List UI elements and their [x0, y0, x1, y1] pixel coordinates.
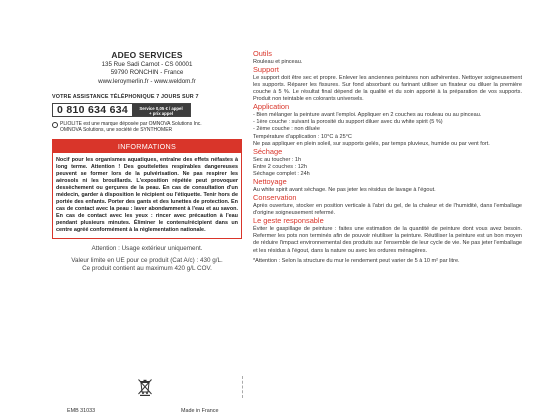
section-text: Séchage complet : 24h — [253, 171, 310, 178]
phone-service-rate — [132, 104, 190, 116]
emb-code: EMB 31033 — [67, 408, 96, 414]
company-websites: www.leroymerlin.fr - www.weldom.fr — [98, 77, 196, 85]
section-text: Sec au toucher : 1h — [253, 156, 302, 163]
voc-block — [52, 257, 242, 272]
section-title-cleaning: Nettoyage — [253, 177, 287, 187]
section-text: - 1ère couche : suivant la porosité du support diluer avec du white spirit (5 %) — [253, 119, 443, 126]
phone-number: 0 810 634 634 — [57, 104, 129, 117]
phone-service-line-2: + prix appel — [149, 110, 174, 116]
information-body: Nocif pour les organismes aquatiques, entraîne des effets néfastes à long terme. Attention ! Des gouttelettes respirables dangereuses peuvent se former lors de la pulvérisation. Ne pas respirer les aérosols ni les brouillards. L'exposition répétée peut provoquer dessèchement ou gerçures de la peau. En cas de consultation d'un médecin, garder à disposition le récipient ou l'étiquette. Tenir hors de portée des enfants. Porter des gants et des lunettes de protection. En cas de contact avec la peau : laver abondamment à l'eau et au savon. En cas de contact avec les yeux : rincer avec précaution à l'eau pendant plusieurs minutes. Éliminer le contenu/récipient dans un centre agréé conformément à la réglementation nationale. — [56, 156, 238, 234]
registered-mark-icon — [52, 122, 58, 128]
phone-service-line-1: Service 0,05 € / appel — [139, 105, 183, 111]
section-text: Entre 2 couches : 12h — [253, 163, 307, 170]
section-text: Température d'application : 10°C à 25°C — [253, 133, 352, 140]
trademark-note — [52, 121, 242, 133]
assistance-label: VOTRE ASSISTANCE TÉLÉPHONIQUE 7 JOURS SUR 7 — [52, 94, 199, 101]
section-title-support: Support — [253, 64, 279, 74]
voc-line-2: Ce produit contient au maximum 420 g/L COV. — [82, 264, 212, 272]
cut-line — [242, 376, 243, 398]
information-box — [52, 139, 242, 240]
company-address-2: 59790 RONCHIN - France — [110, 69, 184, 77]
section-text: - 2ème couche : non diluée — [253, 126, 320, 133]
section-title-application: Application — [253, 102, 290, 112]
section-text: Ne pas appliquer en plein soleil, sur supports gelés, par temps pluvieux, humide ou par vent fort. — [253, 140, 490, 147]
right-column — [253, 50, 522, 265]
trademark-line-1: PLIOLITE est une marque déposée par OMNOVA Solutions Inc. — [60, 121, 202, 128]
made-in-label: Made in France — [181, 408, 219, 414]
left-column — [52, 50, 242, 272]
voc-line-1: Valeur limite en UE pour ce produit (Cat A/c) : 430 g/L. — [71, 257, 223, 265]
section-title-responsible: Le geste responsable — [253, 216, 324, 226]
information-title: INFORMATIONS — [53, 140, 241, 153]
section-text: - Bien mélanger la peinture avant l'emploi. Appliquer en 2 couches au rouleau ou au pinceau. — [253, 112, 482, 119]
company-name: ADEO SERVICES — [111, 50, 183, 60]
section-text: Le support doit être sec et propre. Enlever les anciennes peintures non adhérentes. Nettoyer soigneusement les supports. Réparer les fissures. Sur fond absorbant ou farinant utiliser un fixateur ou diluer la première couche à 5 %. Le résultat final dépend de la qualité et du soin apporté à la préparation de vos supports. Produit non teintable en colorants universels. — [253, 74, 522, 103]
usage-note: Attention : Usage extérieur uniquement. — [91, 245, 203, 253]
section-text: Après ouverture, stocker en position verticale à l'abri du gel, de la chaleur et de l'humidité, dans l'emballage d'origine soigneusement refermé. — [253, 202, 522, 217]
trademark-line-2: OMNOVA Solutions, une société de SYNTHOMER — [60, 127, 173, 134]
phone-banner — [52, 103, 191, 117]
section-text: Éviter le gaspillage de peinture : faites une estimation de la quantité de peinture dont vous avez besoin. Refermer les pots non terminés afin de pouvoir réutiliser la peinture. Réutiliser la peinture est un bon moyen de réduire l'impact environnemental des produits sur l'ensemble de leur cycle de vie. Ne pas jeter l'emballage et les résidus à l'égout, dans la nature ou avec les ordures ménagères. — [253, 226, 522, 254]
section-text: Rouleau et pinceau. — [253, 58, 303, 65]
section-text: Au white spirit avant séchage. Ne pas jeter les résidus de lavage à l'égout. — [253, 187, 436, 194]
yield-note: *Attention : Selon la structure du mur le rendement peut varier de 5 à 10 m² par litre. — [253, 257, 460, 264]
section-title-storage: Conservation — [253, 193, 297, 203]
section-title-tools: Outils — [253, 49, 272, 58]
company-block — [52, 50, 242, 86]
section-title-drying: Séchage — [253, 146, 283, 156]
company-address-1: 135 Rue Sadi Carnot - CS 00001 — [101, 61, 193, 68]
crossed-out-bin-icon — [137, 378, 153, 396]
